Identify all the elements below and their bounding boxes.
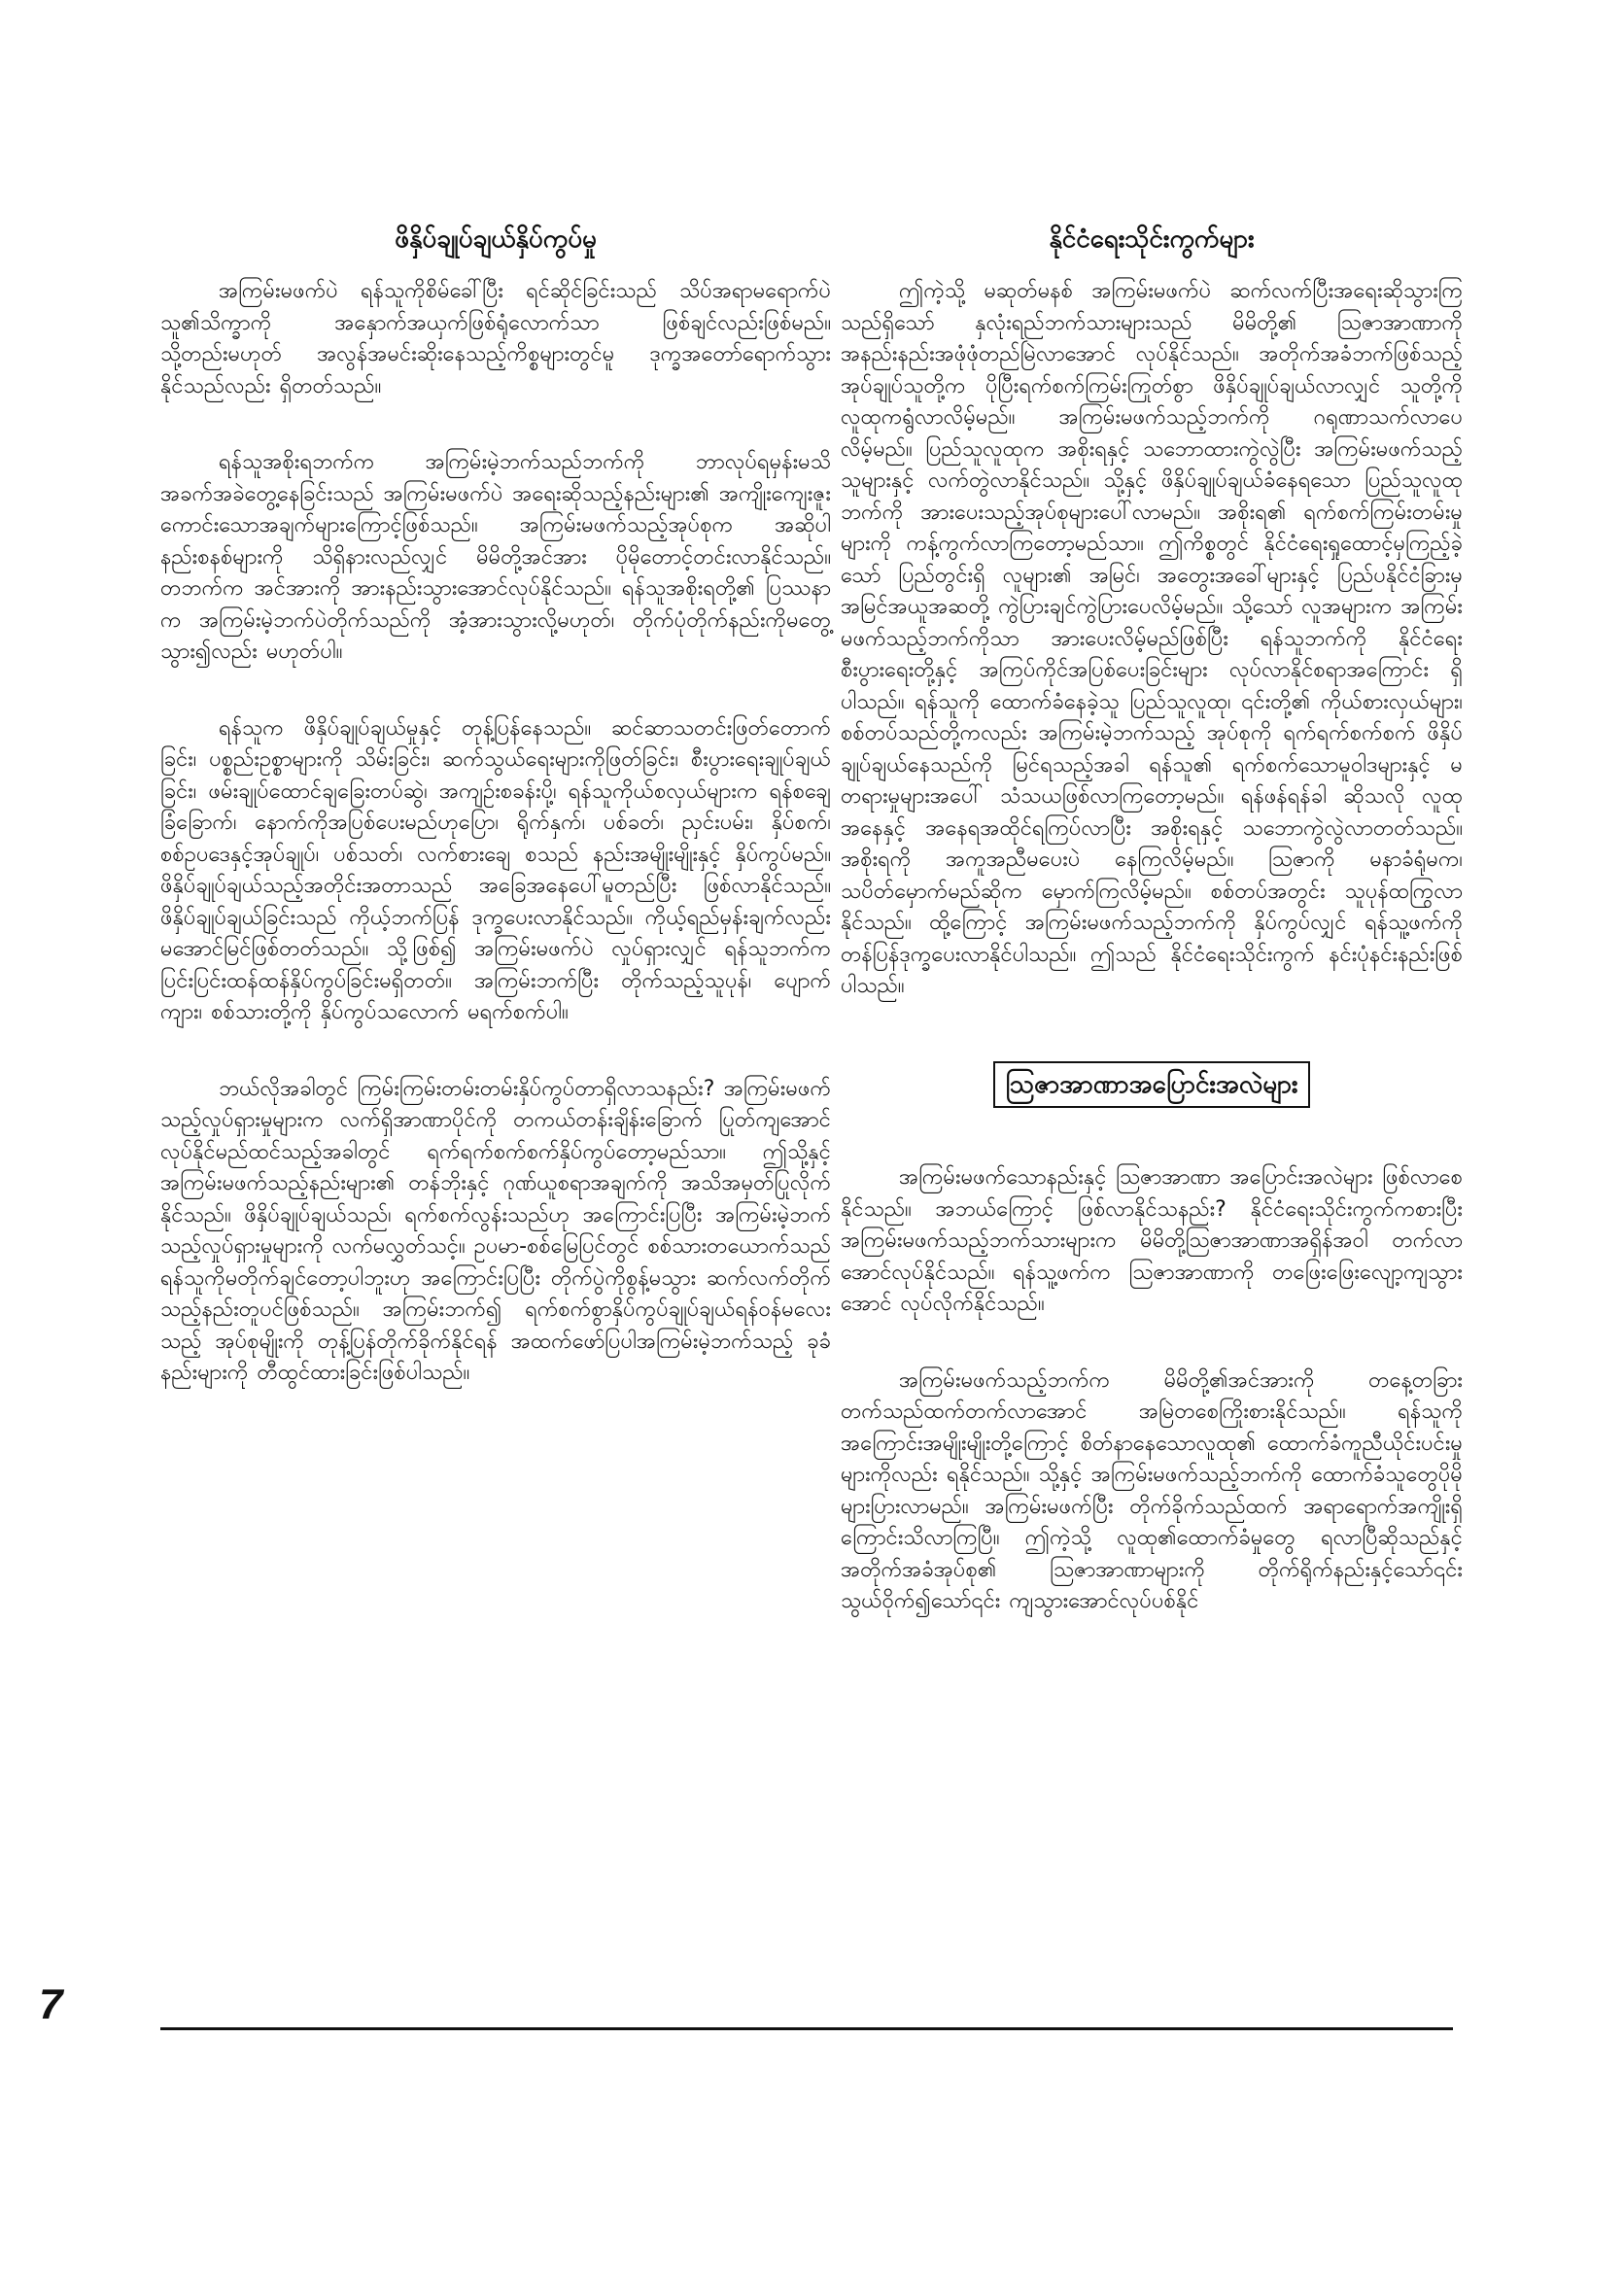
footer-rule <box>160 2027 1453 2030</box>
page-number: 7 <box>39 1981 63 2028</box>
section-heading: ဩဇာအာဏာအပြောင်းအလဲများ <box>993 1061 1309 1108</box>
left-paragraph: ရန်သူက ဖိနှိပ်ချုပ်ချယ်မှုနှင့် တုန့်ပြန်နေသည်။ ဆင်ဆာသတင်းဖြတ်တောက်ခြင်း၊ ပစ္စည်းဥစ္စာများကို သိမ်းခြင်း၊ ဆက်သွယ်ရေးများကိုဖြတ်ခြင်း၊ စီးပွားရေးချုပ်ချယ်ခြင်း၊ ဖမ်းချုပ်ထောင်ချခြေးတပ်ဆွဲ၊ အကျဉ်းစခန်းပို့၊ ရန်သူကိုယ်စလှယ်များက ရန်စချေခြံခြောက်၊ နောက်ကိုအပြစ်ပေးမည်ဟုပြော၊ ရိုက်နှက်၊ ပစ်ခတ်၊ ညှင်းပမ်း၊ နှိပ်စက်၊ စစ်ဥပဒေနှင့်အုပ်ချုပ်၊ ပစ်သတ်၊ လက်စားချေ စသည် နည်းအမျိုးမျိုးနှင့် နှိပ်ကွပ်မည်။ ဖိနှိပ်ချုပ်ချယ်သည့်အတိုင်းအတာသည် အခြေအနေပေါ်မူတည်ပြီး ဖြစ်လာနိုင်သည်။ ဖိနှိပ်ချုပ်ချယ်ခြင်းသည် ကိုယ့်ဘက်ပြန် ဒုက္ခပေးလာနိုင်သည်။ ကိုယ့်ရည်မှန်းချက်လည်း မအောင်မြင်ဖြစ်တတ်သည်။ သို့ဖြစ်၍ အကြမ်းမဖက်ပဲ လှုပ်ရှားလျှင် ရန်သူဘက်က ပြင်းပြင်းထန်ထန်နှိပ်ကွပ်ခြင်းမရှိတတ်။ အကြမ်းဘက်ပြီး တိုက်သည့်သူပုန်၊ ပျောက်ကျား၊ စစ်သားတို့ကို နှိပ်ကွပ်သလောက် မရက်စက်ပါ။ <box>160 715 831 1025</box>
section-paragraph: အကြမ်းမဖက်သောနည်းနှင့် ဩဇာအာဏာ အပြောင်းအလဲများ ဖြစ်လာစေနိုင်သည်။ အဘယ်ကြောင့် ဖြစ်လာနိုင်သနည်း? နိုင်ငံရေးသိုင်းကွက်ကစားပြီး အကြမ်းမဖက်သည့်ဘက်သားများက မိမိတို့ဩဇာအာဏာအရှိန်အဝါ တက်လာအောင်လုပ်နိုင်သည်။ ရန်သူ့ဖက်က ဩဇာအာဏာကို တဖြေးဖြေးလျော့ကျသွားအောင် လုပ်လိုက်နိုင်သည်။ <box>841 1165 1463 1317</box>
right-column-title: နိုင်ငံရေးသိုင်းကွက်များ <box>1049 225 1255 254</box>
section-heading-wrapper <box>841 1061 1463 1127</box>
left-column-title: ဖိနှိပ်ချုပ်ချယ်နှိပ်ကွပ်မှု <box>395 225 597 254</box>
section-paragraph: အကြမ်းမဖက်သည့်ဘက်က မိမိတို့၏အင်အားကို တနေ့တခြား တက်သည်ထက်တက်လာအောင် အမြဲတစေကြိုးစားနိုင်သည်။ ရန်သူကို အကြောင်းအမျိုးမျိုးတို့ကြောင့် စိတ်နာနေသောလူထု၏ ထောက်ခံကူညီယိုင်းပင်းမှုများကိုလည်း ရနိုင်သည်။ သို့နှင့် အကြမ်းမဖက်သည့်ဘက်ကို ထောက်ခံသူတွေပိုမိုများပြားလာမည်။ အကြမ်းမဖက်ပြီး တိုက်ခိုက်သည်ထက် အရာရောက်အကျိုးရှိကြောင်းသိလာကြပြီ။ ဤကဲ့သို့ လူထု၏ထောက်ခံမှုတွေ ရလာပြီဆိုသည်နှင့် အတိုက်အခံအုပ်စု၏ ဩဇာအာဏာများကို တိုက်ရိုက်နည်းနှင့်သော်၎င်း သွယ်ဝိုက်၍သော်၎င်း ကျသွားအောင်လုပ်ပစ်နိုင် <box>841 1367 1463 1614</box>
right-column <box>841 222 1463 1663</box>
left-column <box>160 222 831 1434</box>
left-paragraph: အကြမ်းမဖက်ပဲ ရန်သူကိုစိမ်ခေါ်ပြီး ရင်ဆိုင်ခြင်းသည် သိပ်အရာမရောက်ပဲ သူ၏သိက္ခာကို အနှောက်အယှက်ဖြစ်ရုံလောက်သာ ဖြစ်ချင်လည်းဖြစ်မည်။ သို့တည်းမဟုတ် အလွန်အမင်းဆိုးနေသည့်ကိစ္စများတွင်မူ ဒုက္ခအတော်ရောက်သွားနိုင်သည်လည်း ရှိတတ်သည်။ <box>160 279 831 398</box>
left-paragraph: ဘယ်လိုအခါတွင် ကြမ်းကြမ်းတမ်းတမ်းနှိပ်ကွပ်တာရှိလာသနည်း? အကြမ်းမဖက်သည့်လှုပ်ရှားမှုများက လက်ရှိအာဏာပိုင်ကို တကယ်တန်းချိန်းခြောက် ပြုတ်ကျအောင်လုပ်နိုင်မည်ထင်သည့်အခါတွင် ရက်ရက်စက်စက်နှိပ်ကွပ်တော့မည်သာ။ ဤသို့နှင့် အကြမ်းမဖက်သည့်နည်းများ၏ တန်ဘိုးနှင့် ဂုဏ်ယူစရာအချက်ကို အသိအမှတ်ပြုလိုက်နိုင်သည်။ ဖိနှိပ်ချုပ်ချယ်သည်၊ ရက်စက်လွန်းသည်ဟု အကြောင်းပြပြီး အကြမ်းမဲ့ဘက်သည့်လှုပ်ရှားမှုများကို လက်မလွှတ်သင့်။ ဥပမာ-စစ်မြေပြင်တွင် စစ်သားတယောက်သည် ရန်သူကိုမတိုက်ချင်တော့ပါဘူးဟု အကြောင်းပြပြီး တိုက်ပွဲကိုစွန့်မသွား ဆက်လက်တိုက်သည့်နည်းတူပင်ဖြစ်သည်။ အကြမ်းဘက်၍ ရက်စက်စွာနှိပ်ကွပ်ချုပ်ချယ်ရန်ဝန်မလေးသည့် အုပ်စုမျိုးကို တုန့်ပြန်တိုက်ခိုက်နိုင်ရန် အထက်ဖော်ပြပါအကြမ်းမဲ့ဘက်သည့် ခုခံနည်းများကို တီထွင်ထားခြင်းဖြစ်ပါသည်။ <box>160 1076 831 1386</box>
left-paragraph: ရန်သူအစိုးရဘက်က အကြမ်းမဲ့ဘက်သည်ဘက်ကို ဘာလုပ်ရမှန်းမသိ အခက်အခဲတွေ့နေခြင်းသည် အကြမ်းမဖက်ပဲ အရေးဆိုသည့်နည်းများ၏ အကျိုးကျေးဇူးကောင်းသောအချက်များကြောင့်ဖြစ်သည်။ အကြမ်းမဖက်သည့်အုပ်စုက အဆိုပါနည်းစနစ်များကို သိရှိနားလည်လျှင် မိမိတို့အင်အား ပိုမိုတောင့်တင်းလာနိုင်သည်။ တဘက်က အင်အားကို အားနည်းသွားအောင်လုပ်နိုင်သည်။ ရန်သူအစိုးရတို့၏ ပြဿနာက အကြမ်းမဲ့ဘက်ပဲတိုက်သည်ကို အံ့အားသွားလို့မဟုတ်၊ တိုက်ပုံတိုက်နည်းကိုမတွေ့သွား၍လည်း မဟုတ်ပါ။ <box>160 450 831 665</box>
right-paragraph: ဤကဲ့သို့ မဆုတ်မနစ် အကြမ်းမဖက်ပဲ ဆက်လက်ပြီးအရေးဆိုသွားကြသည်ရှိသော် နှလုံးရည်ဘက်သားများသည် မိမိတို့၏ ဩဇာအာဏာကို အနည်းနည်းအဖုံဖုံတည်မြဲလာအောင် လုပ်နိုင်သည်။ အတိုက်အခံဘက်ဖြစ်သည့် အုပ်ချုပ်သူတို့က ပိုပြီးရက်စက်ကြမ်းကြုတ်စွာ ဖိနှိပ်ချုပ်ချယ်လာလျှင် သူတို့ကို လူထုကရွံလာလိမ့်မည်။ အကြမ်းမဖက်သည့်ဘက်ကို ဂရုဏာသက်လာပေလိမ့်မည်။ ပြည်သူလူထုက အစိုးရနှင့် သဘောထားကွဲလွဲပြီး အကြမ်းမဖက်သည့်သူများနှင့် လက်တွဲလာနိုင်သည်။ သို့နှင့် ဖိနှိပ်ချုပ်ချယ်ခံနေရသော ပြည်သူလူထုဘက်ကို အားပေးသည့်အုပ်စုများပေါ်လာမည်။ အစိုးရ၏ ရက်စက်ကြမ်းတမ်းမှုများကို ကန့်ကွက်လာကြတော့မည်သာ။ ဤကိစ္စတွင် နိုင်ငံရေးရှုထောင့်မှကြည့်ခဲ့သော် ပြည်တွင်းရှိ လူများ၏ အမြင်၊ အတွေးအခေါ်များနှင့် ပြည်ပနိုင်ငံခြားမှ အမြင်အယူအဆတို့ ကွဲပြားချင်ကွဲပြားပေလိမ့်မည်။ သို့သော် လူအများက အကြမ်းမဖက်သည့်ဘက်ကိုသာ အားပေးလိမ့်မည်ဖြစ်ပြီး ရန်သူဘက်ကို နိုင်ငံရေးစီးပွားရေးတို့နှင့် အကြပ်ကိုင်အပြစ်ပေးခြင်းများ လုပ်လာနိုင်စရာအကြောင်း ရှိပါသည်။ ရန်သူကို ထောက်ခံနေခဲ့သူ ပြည်သူလူထု၊ ၎င်းတို့၏ ကိုယ်စားလှယ်များ၊ စစ်တပ်သည်တို့ကလည်း အကြမ်းမဲ့ဘက်သည့် အုပ်စုကို ရက်ရက်စက်စက် ဖိနှိပ်ချုပ်ချယ်နေသည်ကို မြင်ရသည့်အခါ ရန်သူ၏ ရက်စက်သောမူဝါဒများနှင့် မတရားမှုများအပေါ် သံသယဖြစ်လာကြတော့မည်။ ရန်ဖန်ရန်ခါ ဆိုသလို လူထုအနေနှင့် အနေရအထိုင်ရကြပ်လာပြီး အစိုးရနှင့် သဘောကွဲလွဲလာတတ်သည်။ အစိုးရကို အကူအညီမပေးပဲ နေကြလိမ့်မည်။ ဩဇာကို မနာခံရုံမက၊ သပိတ်မှောက်မည်ဆိုက မှောက်ကြလိမ့်မည်။ စစ်တပ်အတွင်း သူပုန်ထကြွလာနိုင်သည်။ ထို့ကြောင့် အကြမ်းမဖက်သည့်ဘက်ကို နှိပ်ကွပ်လျှင် ရန်သူ့ဖက်ကို တန်ပြန်ဒုက္ခပေးလာနိုင်ပါသည်။ ဤသည် နိုင်ငံရေးသိုင်းကွက် နင်းပုံနင်းနည်းဖြစ်ပါသည်။ <box>841 279 1463 999</box>
